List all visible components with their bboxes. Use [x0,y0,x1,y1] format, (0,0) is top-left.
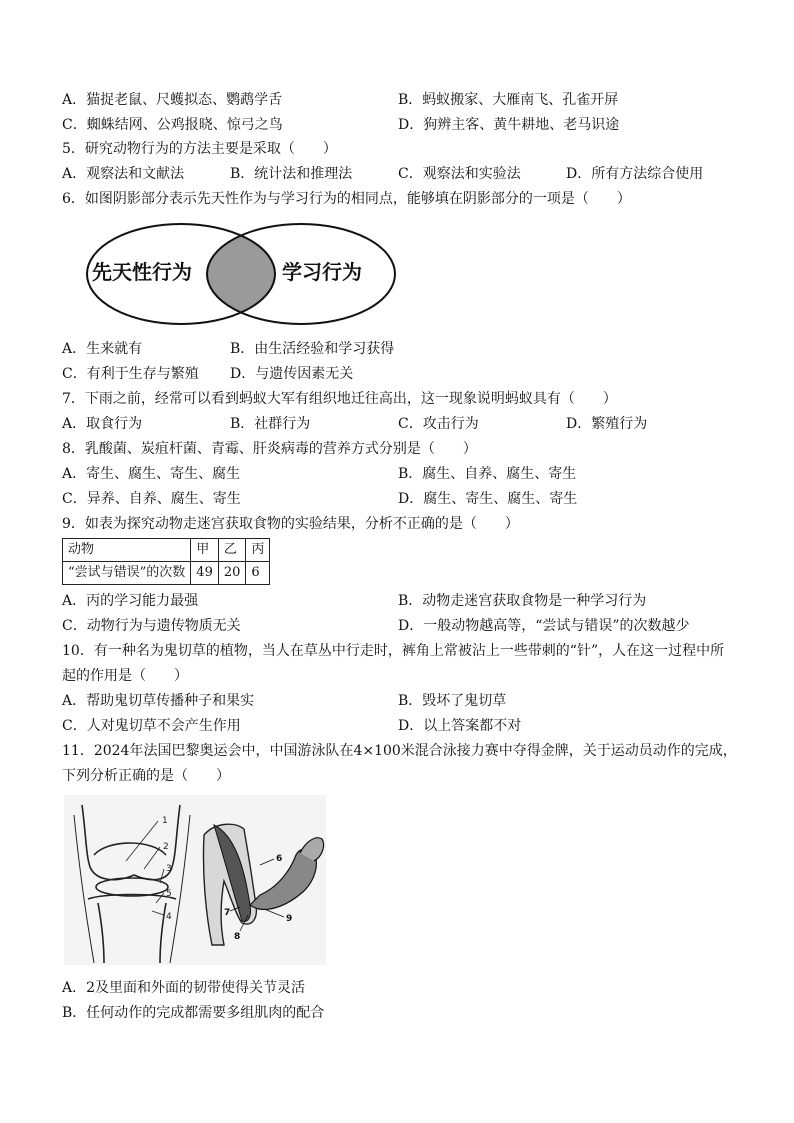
q8-option-c: C．异养、自养、腐生、寄生 [62,491,241,507]
q6-option-a: A．生来就有 [62,341,143,357]
q5-option-c: C．观察法和实验法 [398,166,521,182]
q9-option-b: B．动物走迷宫获取食物是一种学习行为 [398,593,647,609]
q11-stem-line1: 11．2024年法国巴黎奥运会中，中国游泳队在4×100米混合泳接力赛中夺得金牌，关于运动员动作的完成， [62,743,737,759]
figure-label-7: 7 [224,908,231,918]
q7-option-a: A．取食行为 [62,416,143,432]
q7-option-c: C．攻击行为 [398,416,479,432]
q10-stem-line1: 10．有一种名为鬼切草的植物，当人在草丛中行走时，裤角上常被沾上一些带刺的“针”，人在这一过程中所 [62,643,725,659]
q8-option-a: A．寄生、腐生、寄生、腐生 [62,466,241,482]
table-cell: “尝试与错误”的次数 [63,562,191,585]
q7-option-d: D．繁殖行为 [566,416,648,432]
q6-option-d: D．与遗传因素无关 [230,366,354,382]
figure-label-9: 9 [286,914,293,924]
q9-option-d: D．一般动物越高等，“尝试与错误”的次数越少 [398,618,690,634]
q10-option-c: C．人对鬼切草不会产生作用 [62,718,241,734]
q11-option-b: B．任何动作的完成都需要多组肌肉的配合 [62,1005,325,1021]
figure-label-5: 5 [166,889,172,899]
q5-option-b: B．统计法和推理法 [230,166,353,182]
table-cell: 20 [218,562,246,585]
q4-option-d: D．狗辨主客、黄牛耕地、老马识途 [398,117,620,133]
q11-option-a: A．2及里面和外面的韧带使得关节灵活 [62,980,306,996]
table-header-cell: 动物 [63,539,191,562]
table-cell: 6 [246,562,270,585]
figure-label-3: 3 [166,864,172,874]
figure-label-2: 2 [163,842,169,852]
q5-option-a: A．观察法和文献法 [62,166,185,182]
figure-label-6: 6 [276,854,283,864]
maze-results-table [62,538,270,585]
venn-left-label: 先天性行为 [92,260,192,284]
table-header-row [63,539,270,562]
q4-option-c: C．蜘蛛结网、公鸡报晓、惊弓之鸟 [62,117,283,133]
q8-option-b: B．腐生、自养、腐生、寄生 [398,466,577,482]
q5-option-d: D．所有方法综合使用 [566,166,704,182]
q6-option-b: B．由生活经验和学习获得 [230,341,395,357]
q4-option-b: B．蚂蚁搬家、大雁南飞、孔雀开屏 [398,92,619,108]
q8-option-d: D．腐生、寄生、腐生、寄生 [398,491,578,507]
table-header-cell: 甲 [191,539,219,562]
q9-option-c: C．动物行为与遗传物质无关 [62,618,241,634]
q4-option-a: A．猫捉老鼠、尺蠖拟态、鹦鹉学舌 [62,92,283,108]
table-header-cell: 丙 [246,539,270,562]
q7-stem: 7．下雨之前，经常可以看到蚂蚁大军有组织地迁往高出，这一现象说明蚂蚁具有（ ） [62,391,617,407]
q8-stem: 8．乳酸菌、炭疽杆菌、青霉、肝炎病毒的营养方式分别是（ ） [62,441,477,457]
q6-stem: 6．如图阴影部分表示先天性作为与学习行为的相同点，能够填在阴影部分的一项是（ ） [62,191,631,207]
venn-diagram [86,222,396,326]
table-row [63,562,270,585]
table-cell: 49 [191,562,219,585]
q10-option-b: B．毁坏了鬼切草 [398,693,507,709]
q9-option-a: A．丙的学习能力最强 [62,593,199,609]
figure-label-1: 1 [162,816,168,826]
q7-option-b: B．社群行为 [230,416,311,432]
table-header-cell: 乙 [218,539,246,562]
q10-option-d: D．以上答案都不对 [398,718,522,734]
q9-stem: 9．如表为探究动物走迷宫获取食物的实验结果，分析不正确的是（ ） [62,516,519,532]
q11-stem-line2: 下列分析正确的是（ ） [62,768,230,784]
figure-label-8: 8 [234,932,241,942]
q10-option-a: A．帮助鬼切草传播种子和果实 [62,693,255,709]
joint-and-arm-figure [64,795,326,965]
venn-right-label: 学习行为 [282,260,362,284]
q10-stem-line2: 起的作用是（ ） [62,668,188,684]
figure-label-4: 4 [166,912,172,922]
q5-stem: 5．研究动物行为的方法主要是采取（ ） [62,141,337,157]
q6-option-c: C．有利于生存与繁殖 [62,366,199,382]
